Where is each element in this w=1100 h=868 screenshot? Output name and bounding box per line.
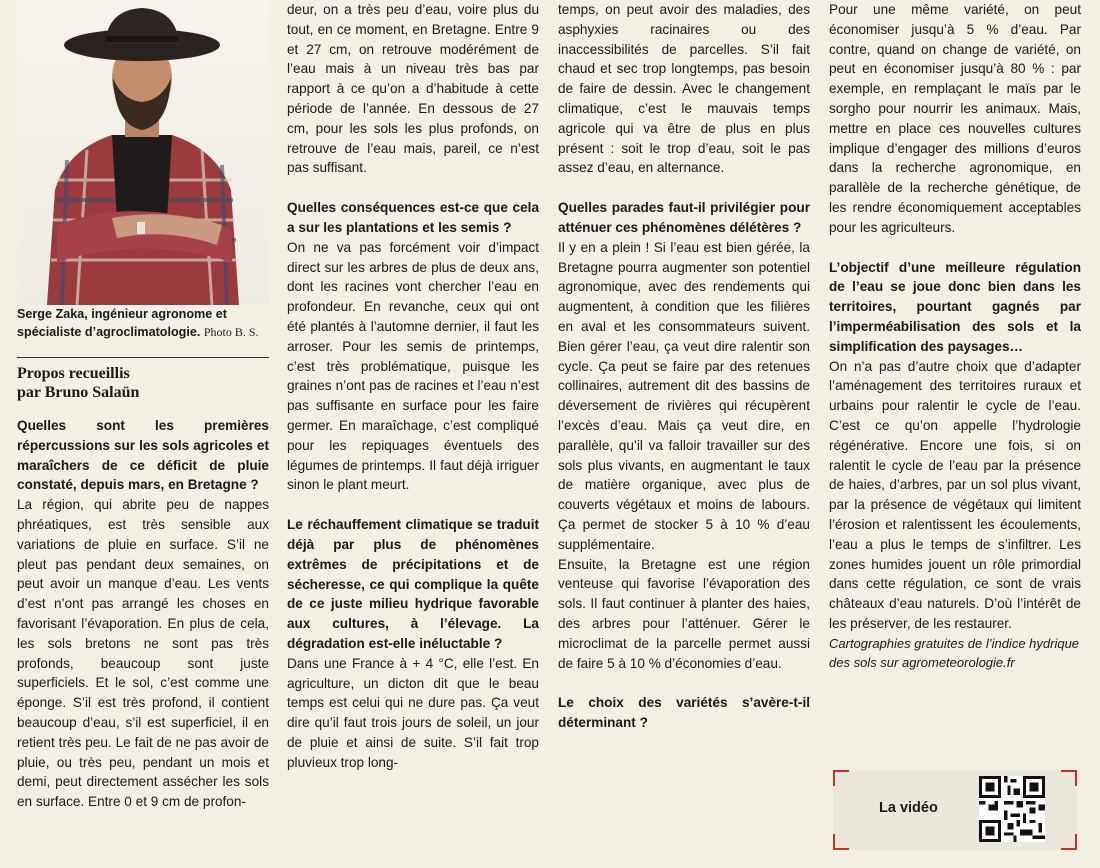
caption-name: Serge Zaka, ingénieur agronome et spécialiste d’agroclimatologie. [17, 307, 227, 339]
answer-4-paragraph-2: Ensuite, la Bretagne est une région venteuse qui favorise l’évaporation des sols. Il faut continuer à planter des haies, des arbres pour l’atténuer. Gérer le microclimat de la parcelle permet aussi de faire 5 à 10 % d’économies d’eau. [558, 556, 810, 671]
question-4: Quelles parades faut-il privilégier pour atténuer ces phénomènes délétères ? [558, 200, 810, 235]
answer-6: On n’a pas d’autre choix que d’adapter l’aménagement des territoires ruraux et urbains pour ralentir le cycle de l’eau. C’est ce qu’on appelle l’hydrologie régénérative. Encore une fois, si on ralentit le cycle de l’eau par la présence de haies, d’arbres, par un sol plus vivant, par la présence de végétaux qui limitent l’érosion et ralentissent les écoulements, l’eau a plus le temps de s’infiltrer. Les zones humides jouent un rôle primordial dans cette régulation, ce sont de vrais châteaux d’eau naturels. D’où l’intérêt de les préserver, de les restaurer. [829, 358, 1081, 631]
video-label: La vidéo [879, 800, 938, 816]
photo-caption [17, 305, 269, 341]
answer-4-paragraph-1: Il y en a plein ! Si l’eau est bien gérée, la Bretagne pourra augmenter son potentiel agronomique, avec des rendements qui augmentent, à condition que les filières en aval et les consommateurs suivent. Bien gérer l’eau, ça veut dire ralentir son cycle. Ça peut se faire par des retenues collinaires, autrement dit des bassins de déversement de rivières qui récupèrent l’excès d’eau. Mais ça veut dire, en parallèle, qu’il va falloir travailler sur des sols plus vivants, en augmentant le taux de matière organique, avec plus de couverts végétaux et moins de labours. Ça permet de stocker 5 à 10 % d’eau supplémentaire. [558, 239, 810, 552]
column-1 [17, 0, 269, 868]
byline [17, 364, 269, 402]
answer-3: Dans une France à + 4 °C, elle l’est. En agriculture, un dicton dit que le beau temps est celui qui ne dure pas. Ça veut dire qu’il faut trois jours de soleil, un jour de pluie et ainsi de suite. S’il fait trop pluvieux trop long- [287, 655, 539, 770]
caption-credit: Photo B. S. [203, 325, 259, 339]
byline-line-1: Propos recueillis [17, 365, 130, 382]
video-box[interactable] [833, 770, 1077, 850]
question-6: L’objectif d’une meilleure régulation de l’eau se joue donc bien dans les territoires, pourtant gagnés par l’imperméabilisation des sols et la simplification des paysages… [829, 259, 1081, 354]
answer-1-continued: deur, on a très peu d’eau, voire plus du tout, en ce moment, en Bretagne. Entre 9 et 27 cm, on retrouve modérément de l’eau mais à un niveau très bas par rapport à ce qu’on a d’habitude à cette période de l’année. En dessous de 27 cm, pour les sols les plus profonds, on retrouve de l’eau mais, pareil, ce n’est pas suffisant. [287, 2, 539, 176]
source-note: Cartographies gratuites de l’indice hydrique des sols sur agrometeorologie.fr [829, 635, 1080, 670]
byline-line-2: par Bruno Salaün [17, 384, 140, 401]
answer-1: La région, qui abrite peu de nappes phréatiques, est très sensible aux variations de pluie en surface. S’il ne pleut pas pendant deux semaines, on peut avoir un manque d’eau. Les vents d’est n’ont pas arrangé les choses en favorisant l’évaporation. En plus de cela, les sols bretons ne sont pas très profonds, beaucoup sont juste superficiels. Et le sol, c’est comme une éponge. S’il est très profond, il contient beaucoup d’eau, s’il est superficiel, il en retient très peu. Le fait de ne pas avoir de pluie, ou très peu, pendant un mois et demi, peut directement assécher les sols en surface. Entre 0 et 9 cm de profon- [17, 497, 269, 810]
byline-divider [17, 357, 269, 358]
answer-2: On ne va pas forcément voir d’impact direct sur les arbres de plus de deux ans, dont les racines vont chercher l’eau en profondeur. En revanche, ceux qui ont été plantés à l’automne dernier, il faut les arroser. Pour les semis de printemps, c’est très problématique, puisque les graines n’ont pas de racines et l’eau n’est pas suffisante en surface pour les faire germer. En maraîchage, c’est compliqué pour les repiquages éventuels des légumes de printemps. Il faut déjà irriguer sinon le plant meurt. [287, 239, 539, 493]
portrait-photo [17, 0, 269, 305]
question-1: Quelles sont les premières répercussions sur les sols agricoles et maraîchers de ce déficit de pluie constaté, depuis mars, en Bretagne ? [17, 418, 269, 493]
question-3: Le réchauffement climatique se traduit déjà par plus de phénomènes extrêmes de précipitations et de sécheresse, ce qui complique la quête de ce juste milieu hydrique favorable aux cultures, à l’élevage. La dégradation est-elle inéluctable ? [287, 517, 539, 651]
question-2: Quelles conséquences est-ce que cela a sur les plantations et les semis ? [287, 200, 539, 235]
portrait-illustration [17, 0, 269, 305]
column-2 [287, 0, 539, 868]
column-3 [558, 0, 810, 868]
column-4 [829, 0, 1081, 868]
answer-5: Pour une même variété, on peut économiser jusqu’à 5 % d’eau. Par contre, quand on change de variété, on peut en économiser jusqu’à 80 % : par exemple, en remplaçant le maïs par le sorgho pour nourrir les animaux. Mais, mettre en place ces nouvelles cultures implique d’engager des millions d’euros dans la recherche agronomique, en parallèle de la recherche génétique, de les rendre économiquement acceptables pour les agriculteurs. [829, 2, 1081, 235]
answer-3-continued: temps, on peut avoir des maladies, des asphyxies racinaires ou des inaccessibilités de parcelles. S’il fait chaud et sec trop longtemps, pas besoin de faire de dessin. Avec le changement climatique, c’est le mauvais temps agricole qui va être de plus en plus présent : soit le trop d’eau, soit le pas assez d’eau, en alternance. [558, 2, 810, 176]
question-5: Le choix des variétés s’avère-t-il déterminant ? [558, 695, 810, 731]
qr-code-icon[interactable] [979, 776, 1045, 842]
